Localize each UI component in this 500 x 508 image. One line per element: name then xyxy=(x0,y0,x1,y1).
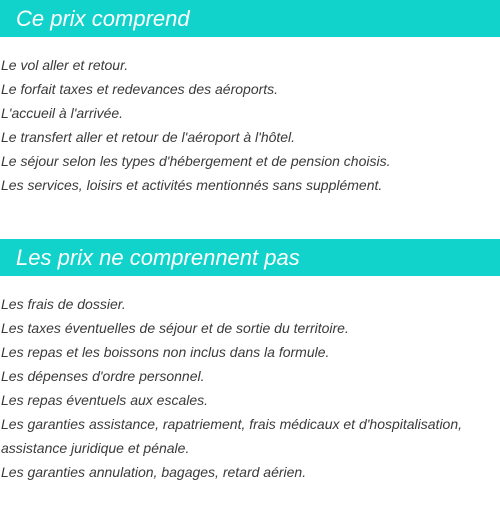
excluded-item: Les dépenses d'ordre personnel. xyxy=(1,368,205,384)
excluded-section-title: Les prix ne comprennent pas xyxy=(0,239,500,276)
included-section xyxy=(0,0,500,197)
included-item: Le vol aller et retour. xyxy=(1,57,129,73)
included-item: Les services, loisirs et activités mentionnés sans supplément. xyxy=(1,177,383,193)
included-item: Le transfert aller et retour de l'aéroport à l'hôtel. xyxy=(1,129,296,145)
included-item: Le forfait taxes et redevances des aéroports. xyxy=(1,81,279,97)
included-item: Le séjour selon les types d'hébergement et de pension choisis. xyxy=(1,153,391,169)
excluded-section xyxy=(0,239,500,484)
included-section-title: Ce prix comprend xyxy=(0,0,500,37)
included-item: L'accueil à l'arrivée. xyxy=(1,105,124,121)
excluded-item: Les garanties assistance, rapatriement, frais médicaux et d'hospitalisation, assistance juridique et pénale. xyxy=(1,416,463,456)
included-list xyxy=(0,37,500,197)
excluded-item: Les taxes éventuelles de séjour et de sortie du territoire. xyxy=(1,320,349,336)
excluded-item: Les garanties annulation, bagages, retard aérien. xyxy=(1,464,307,480)
excluded-item: Les repas et les boissons non inclus dans la formule. xyxy=(1,344,330,360)
excluded-list xyxy=(0,276,500,484)
excluded-item: Les frais de dossier. xyxy=(1,296,126,312)
excluded-item: Les repas éventuels aux escales. xyxy=(1,392,209,408)
